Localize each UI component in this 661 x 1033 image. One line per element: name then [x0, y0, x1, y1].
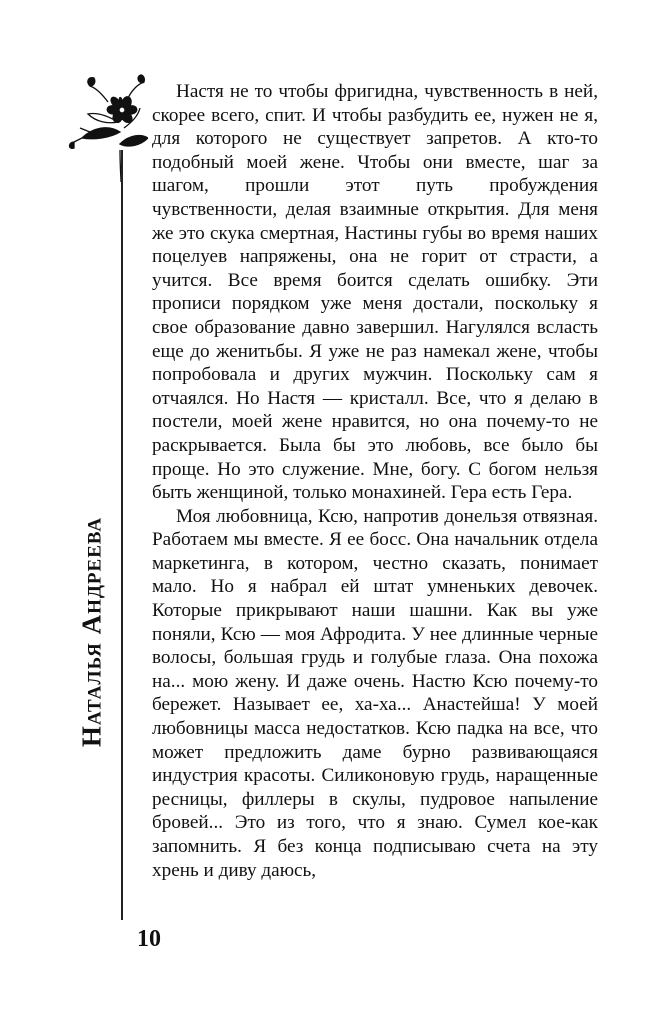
- body-text: [152, 80, 598, 882]
- paragraph: Настя не то чтобы фригидна, чувственность в ней, скорее всего, спит. И чтобы разбудить ее, нужен не я, для которого не существует запретов. А кто-то подобный моей жене. Чтобы они вместе, шаг за шагом, прошли этот путь пробуждения чувственности, делая взаимные открытия. Для меня же это скука смертная, Настины губы во время наших поцелуев напряжены, она не горит от страсти, а учится. Все время боится сделать ошибку. Эти прописи порядком уже меня достали, поскольку я свое образование давно завершил. Нагулялся всласть еще до женитьбы. Я уже не раз намекал жене, чтобы попробовала и других мужчин. Поскольку сам я отчаялся. Но Настя — кристалл. Все, что я делаю в постели, моей жене нравится, но она почему-то не раскрывается. Была бы это любовь, все было бы проще. Но это служение. Мне, богу. С богом нельзя быть женщиной, только монахиней. Гера есть Гера.: [152, 81, 598, 504]
- margin-vertical-rule: [121, 150, 123, 920]
- paragraph: Моя любовница, Ксю, напротив донельзя отвязная. Работаем мы вместе. Я ее босс. Она начальник отдела маркетинга, в котором, честно сказать, понимает мало. Но я набрал ей штат умненьких девочек. Которые прикрывают наши шашни. Как вы уже поняли, Ксю — моя Афродита. У нее длинные черные волосы, большая грудь и голубые глаза. Она похожа на... мою жену. И даже очень. Настю Ксю почему-то бережет. Называет ее, ха-ха... Анастейша! У моей любовницы масса недостатков. Ксю падка на все, что может предложить даме бурно развивающаяся индустрия красоты. Силиконовую грудь, наращенные ресницы, филлеры в скулы, пудровое напыление бровей... Это из того, что я знаю. Сумел кое-как запомнить. Я без конца подписываю счета на эту хрень и диву даюсь,: [152, 505, 598, 881]
- flower-ornament-icon: [68, 72, 148, 182]
- author-name: Наталья Андреева: [76, 516, 107, 748]
- page-number: 10: [137, 926, 161, 952]
